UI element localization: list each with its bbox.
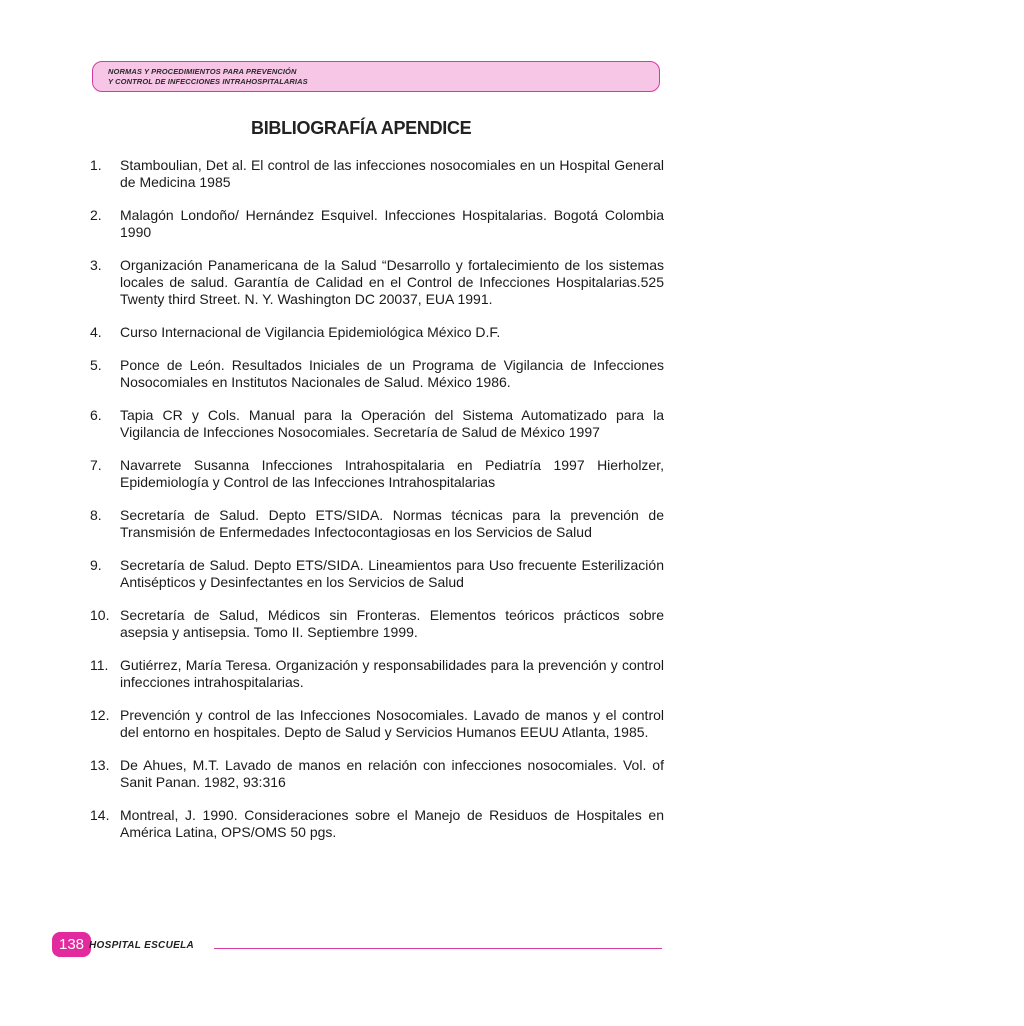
reference-number: 11.: [90, 657, 109, 673]
reference-number: 2.: [90, 207, 102, 223]
reference-item: [90, 557, 664, 591]
reference-item: [90, 507, 664, 541]
reference-item: [90, 407, 664, 441]
reference-number: 6.: [90, 407, 102, 423]
reference-text: Secretaría de Salud, Médicos sin Fronteras. Elementos teóricos prácticos sobre asepsia y antisepsia. Tomo II. Septiembre 1999.: [120, 607, 664, 640]
reference-number: 8.: [90, 507, 102, 523]
reference-number: 13.: [90, 757, 110, 773]
reference-number: 4.: [90, 324, 102, 340]
reference-number: 12.: [90, 707, 110, 723]
reference-item: [90, 324, 664, 341]
reference-item: [90, 607, 664, 641]
reference-list: [90, 157, 664, 857]
reference-text: De Ahues, M.T. Lavado de manos en relación con infecciones nosocomiales. Vol. of Sanit Panan. 1982, 93:316: [120, 757, 664, 790]
reference-number: 9.: [90, 557, 102, 573]
running-header: [92, 61, 660, 92]
reference-number: 5.: [90, 357, 102, 373]
reference-number: 14.: [90, 807, 110, 823]
reference-number: 7.: [90, 457, 102, 473]
reference-item: [90, 807, 664, 841]
header-line-2: Y CONTROL DE INFECCIONES INTRAHOSPITALARIAS: [108, 77, 308, 86]
reference-number: 3.: [90, 257, 102, 273]
reference-item: [90, 257, 664, 308]
reference-text: Secretaría de Salud. Depto ETS/SIDA. Normas técnicas para la prevención de Transmisión de Enfermedades Infectocontagiosas en los Servicios de Salud: [120, 507, 664, 540]
reference-number: 1.: [90, 157, 102, 173]
reference-text: Malagón Londoño/ Hernández Esquivel. Infecciones Hospitalarias. Bogotá Colombia 1990: [120, 207, 664, 240]
reference-text: Montreal, J. 1990. Consideraciones sobre el Manejo de Residuos de Hospitales en América Latina, OPS/OMS 50 pgs.: [120, 807, 664, 840]
footer-label: HOSPITAL ESCUELA: [89, 940, 194, 951]
footer-rule: [214, 948, 662, 949]
reference-text: Curso Internacional de Vigilancia Epidemiológica México D.F.: [120, 324, 501, 340]
reference-text: Ponce de León. Resultados Iniciales de un Programa de Vigilancia de Infecciones Nosocomiales en Institutos Nacionales de Salud. México 1986.: [120, 357, 664, 390]
page-title: BIBLIOGRAFÍA APENDICE: [251, 118, 472, 138]
reference-number: 10.: [90, 607, 110, 623]
reference-item: [90, 757, 664, 791]
page-number: 138: [52, 932, 91, 957]
reference-text: Tapia CR y Cols. Manual para la Operación del Sistema Automatizado para la Vigilancia de Infecciones Nosocomiales. Secretaría de Salud de México 1997: [120, 407, 664, 440]
reference-item: [90, 457, 664, 491]
header-line-1: NORMAS Y PROCEDIMIENTOS PARA PREVENCIÓN: [108, 67, 297, 76]
reference-text: Navarrete Susanna Infecciones Intrahospitalaria en Pediatría 1997 Hierholzer, Epidemiología y Control de las Infecciones Intrahospitalarias: [120, 457, 664, 490]
reference-item: [90, 357, 664, 391]
reference-item: [90, 707, 664, 741]
reference-text: Stamboulian, Det al. El control de las infecciones nosocomiales en un Hospital General de Medicina 1985: [120, 157, 664, 190]
reference-text: Prevención y control de las Infecciones Nosocomiales. Lavado de manos y el control del entorno en hospitales. Depto de Salud y Servicios Humanos EEUU Atlanta, 1985.: [120, 707, 664, 740]
reference-item: [90, 207, 664, 241]
reference-text: Organización Panamericana de la Salud “Desarrollo y fortalecimiento de los sistemas locales de salud. Garantía de Calidad en el Control de Infecciones Hospitalarias.525 Twenty third Street. N. Y. Washington DC 20037, EUA 1991.: [120, 257, 664, 307]
reference-item: [90, 657, 664, 691]
reference-text: Secretaría de Salud. Depto ETS/SIDA. Lineamientos para Uso frecuente Esterilización Antisépticos y Desinfectantes en los Servicios de Salud: [120, 557, 664, 590]
reference-item: [90, 157, 664, 191]
reference-text: Gutiérrez, María Teresa. Organización y responsabilidades para la prevención y control infecciones intrahospitalarias.: [120, 657, 664, 690]
